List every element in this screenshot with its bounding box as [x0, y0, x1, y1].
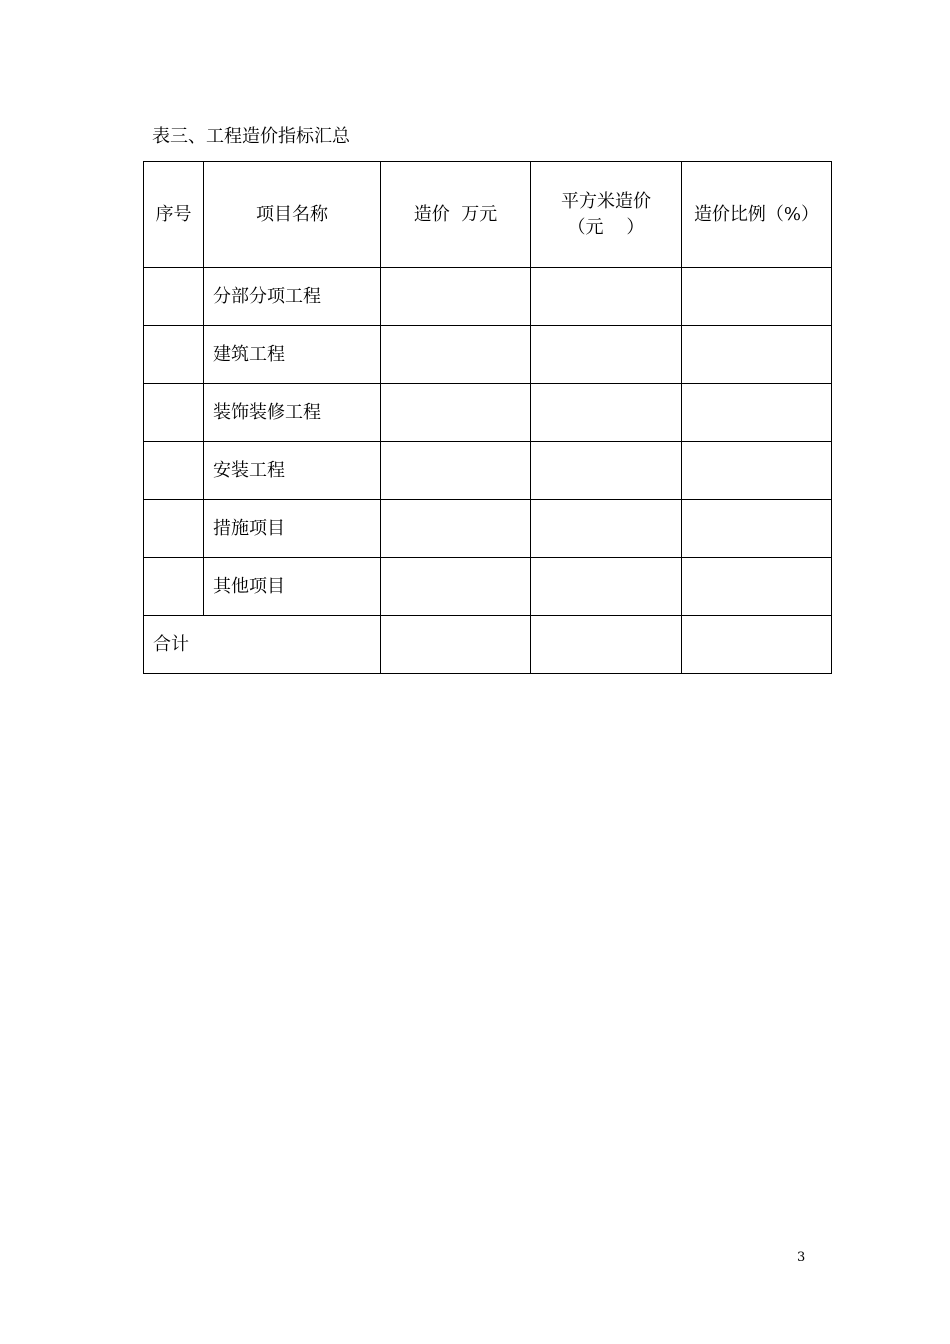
- header-unit-cost: [531, 162, 682, 268]
- cell-cost: [381, 384, 531, 442]
- cell-total-ratio: [682, 616, 832, 674]
- cell-seq: [144, 384, 204, 442]
- page-number: 3: [797, 1250, 806, 1265]
- table-header-row: [144, 162, 832, 268]
- cell-cost: [381, 326, 531, 384]
- table-row: [144, 268, 832, 326]
- cell-ratio: [682, 268, 832, 326]
- cell-unit-cost: [531, 268, 682, 326]
- cell-seq: [144, 442, 204, 500]
- cell-item-name: 装饰装修工程: [204, 384, 381, 442]
- cell-ratio: [682, 500, 832, 558]
- table-row: [144, 326, 832, 384]
- header-seq: 序号: [144, 162, 204, 268]
- table-row: [144, 442, 832, 500]
- cell-cost: [381, 500, 531, 558]
- cell-ratio: [682, 558, 832, 616]
- cell-cost: [381, 442, 531, 500]
- cell-seq: [144, 268, 204, 326]
- cell-unit-cost: [531, 326, 682, 384]
- cell-cost: [381, 268, 531, 326]
- cell-ratio: [682, 326, 832, 384]
- cell-seq: [144, 500, 204, 558]
- table-row: [144, 500, 832, 558]
- cell-item-name: 措施项目: [204, 500, 381, 558]
- cell-item-name: 建筑工程: [204, 326, 381, 384]
- cost-index-summary-table: [143, 161, 832, 674]
- cell-total-cost: [381, 616, 531, 674]
- cell-unit-cost: [531, 442, 682, 500]
- header-cost: 造价 万元: [381, 162, 531, 268]
- cell-ratio: [682, 384, 832, 442]
- table-row: [144, 384, 832, 442]
- table-total-row: [144, 616, 832, 674]
- cell-item-name: 安装工程: [204, 442, 381, 500]
- cell-seq: [144, 558, 204, 616]
- header-item-name: 项目名称: [204, 162, 381, 268]
- cell-unit-cost: [531, 384, 682, 442]
- cell-cost: [381, 558, 531, 616]
- header-ratio: 造价比例（%）: [682, 162, 832, 268]
- cell-unit-cost: [531, 558, 682, 616]
- table-caption: 表三、工程造价指标汇总: [152, 126, 350, 147]
- header-unit-cost-line2: （元 ）: [567, 216, 645, 238]
- cell-item-name: 其他项目: [204, 558, 381, 616]
- cell-total-unit-cost: [531, 616, 682, 674]
- cell-unit-cost: [531, 500, 682, 558]
- cell-total-label: 合计: [144, 616, 381, 674]
- cell-ratio: [682, 442, 832, 500]
- cell-seq: [144, 326, 204, 384]
- cell-item-name: 分部分项工程: [204, 268, 381, 326]
- header-unit-cost-line1: 平方米造价: [561, 190, 651, 212]
- table-row: [144, 558, 832, 616]
